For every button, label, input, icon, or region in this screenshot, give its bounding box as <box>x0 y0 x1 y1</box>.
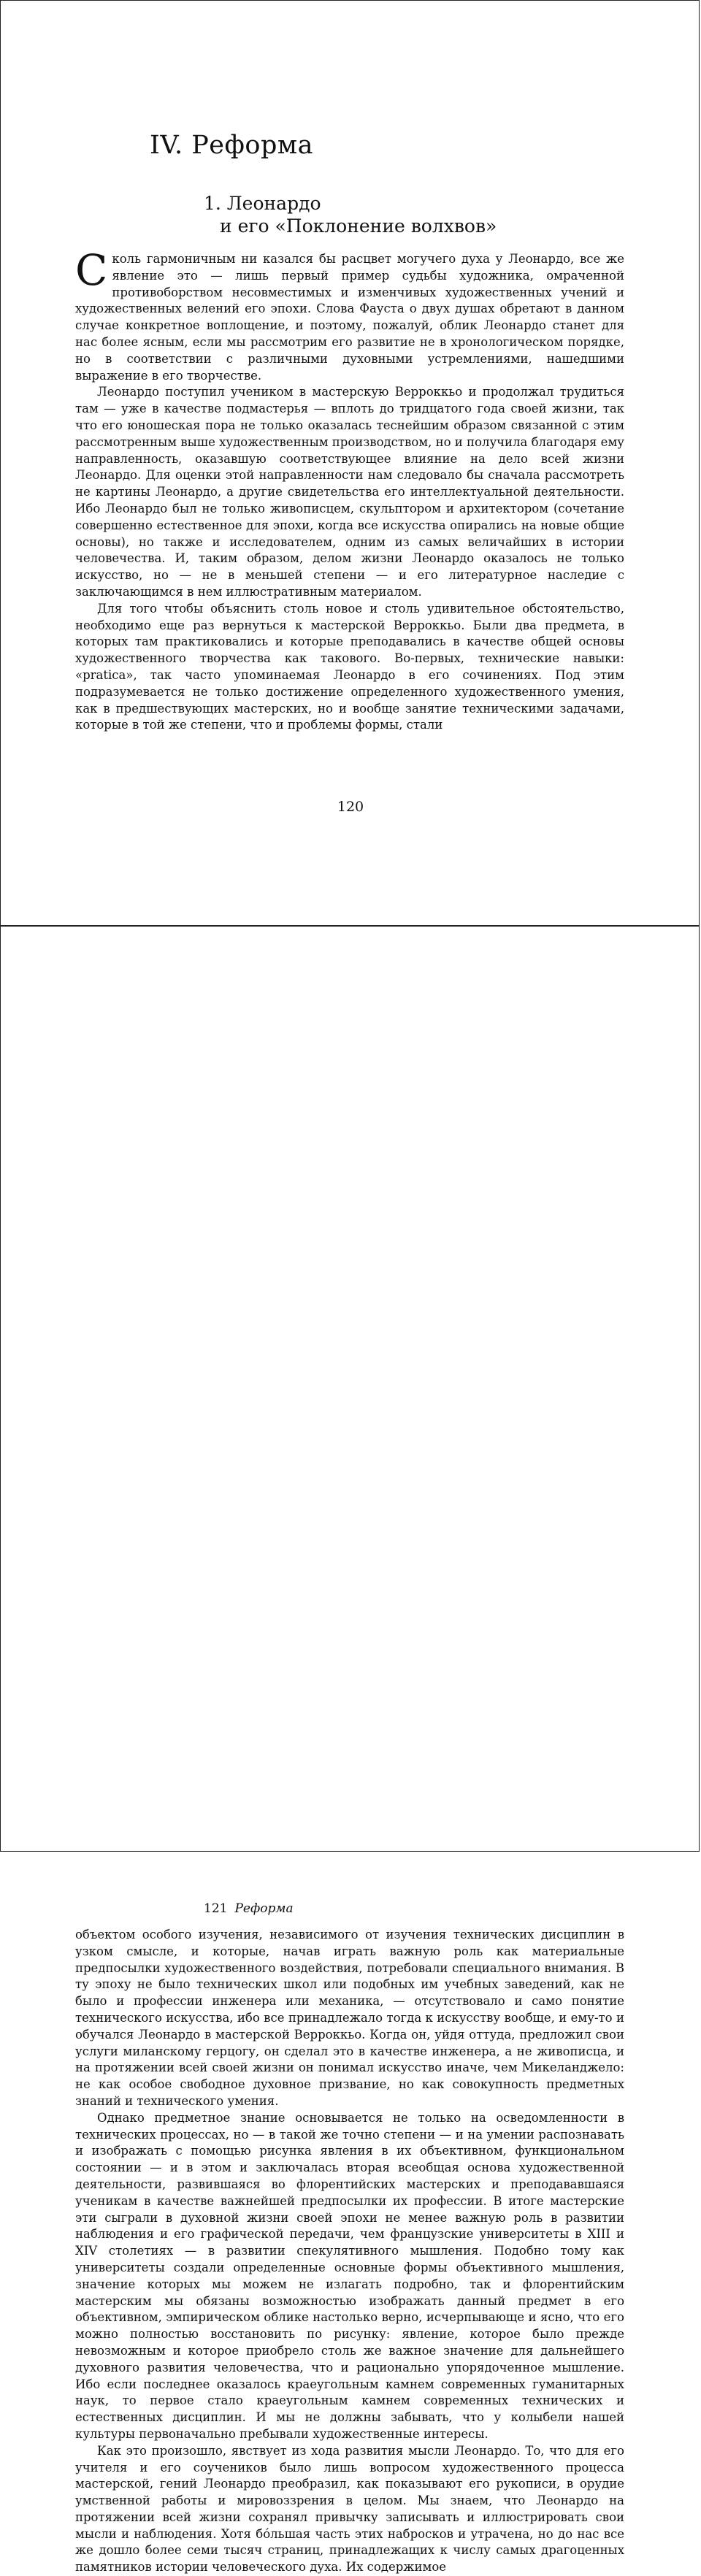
running-head-title: Реформа <box>234 1901 294 1916</box>
page-120 <box>0 0 700 926</box>
page-number: 120 <box>337 799 364 815</box>
paragraph-2: Леонардо поступил учеником в мастерскую Верроккьо и продолжал трудиться там — уже в качестве подмастерья — вплоть до тридцатого года своей жизни, так что его юношеская пора не только оказалась теснейшим образом связанной с этим рассмотренным выше художественным производством, но и получила благодаря ему направленность, оказавшую соответствующее влияние на дело всей жизни Леонардо. Для оценки этой направленности нам следовало бы сначала рассмотреть не картины Леонардо, а другие свидетельства его интеллектуальной деятельности. Ибо Леонардо был не только живописцем, скульптором и архитектором (сочетание совершенно естественное для эпохи, когда все искусства опирались на новые общие основы), но также и исследователем, одним из самых величайших в истории человечества. И, таким образом, делом жизни Леонардо оказалось не только искусство, но — не в меньшей степени — и его литературное наследие с заключающимся в нем иллюстративным материалом. <box>75 385 624 599</box>
running-head <box>204 1901 294 1916</box>
page-121-body <box>75 1927 624 2576</box>
section-title-line2: и его «Поклонение волхвов» <box>220 215 497 237</box>
paragraph-6: Как это произошло, явствует из хода развития мысли Леонардо. То, что для его учителя и его соучеников было лишь вопросом художественного процесса мастерской, гений Леонардо преобразил, как показывают его рукописи, в орудие умственной работы и мировоззрения в целом. Мы знаем, что Леонардо на протяжении всей жизни сохранял привычку записывать и иллюстрировать свои мысли и наблюдения. Хотя бóльшая часть этих набросков и утрачена, но до нас все же дошло более семи тысяч страниц, принадлежащих к числу самых драгоценных памятников истории человеческого духа. Их содержимое <box>75 2443 624 2575</box>
section-title-line1: 1. Леонардо <box>204 193 321 214</box>
page-121 <box>0 926 700 2575</box>
page-120-body <box>75 245 624 734</box>
section-title <box>204 192 497 237</box>
chapter-title: IV. Реформа <box>150 131 313 160</box>
paragraph-4: объектом особого изучения, независимого от изучения технических дисциплин в узком смысле, и которые, начав играть важную роль как материальные предпосылки художественного воздействия, потребовали специального внимания. В ту эпоху не было технических школ или подобных им учебных заведений, как не было и профессии инженера или механика, — отсутствовало и само понятие технического искусства, ибо все принадлежало тогда к искусству вообще, и ему-то и обучался Леонардо в мастерской Верроккьо. Когда он, уйдя оттуда, предложил свои услуги миланскому герцогу, он сделал это в качестве инженера, а не живописца, и на протяжении всей своей жизни он понимал искусство иначе, чем Микеланджело: не как особое свободное духовное призвание, но как совокупность предметных знаний и технического умения. <box>75 1928 624 2108</box>
running-head-number: 121 <box>204 1901 228 1916</box>
drop-cap: С <box>75 245 108 295</box>
paragraph-1-text: коль гармоничным ни казался бы расцвет могучего духа у Леонардо, все же явление это — лишь первый пример судьбы художника, омраченной противоборством несовместимых и изменчивых художественных учений и художественных велений его эпохи. Слова Фауста о двух душах обретают в данном случае конкретное воплощение, и поэтому, пожалуй, облик Леонардо станет для нас более ясным, если мы рассмотрим его развитие не в хронологическом порядке, но в соответствии с различными духовными устремлениями, нашедшими выражение в его творчестве. <box>75 252 624 383</box>
paragraph-3: Для того чтобы объяснить столь новое и столь удивительное обстоятельство, необходимо еще раз вернуться к мастерской Верроккьо. Были два предмета, в которых там практиковались и которые преподавались в качестве общей основы художественного творчества как такового. Во-первых, технические навыки: «pratica», так часто упоминаемая Леонардо в его сочинениях. Под этим подразумевается не только достижение определенного художественного умения, как в предшествующих мастерских, но и вообще занятие техническими задачами, которые в той же степени, что и проблемы формы, стали <box>75 601 624 732</box>
paragraph-1 <box>75 245 624 384</box>
paragraph-5: Однако предметное знание основывается не только на осведомленности в технических процессах, но — в такой же точно степени — и на умении распознавать и изображать с помощью рисунка явления в их объективном, функциональном состоянии — и в этом и заключалась вторая всеобщая основа художественной деятельности, развившаяся во флорентийских мастерских и преподававшаяся ученикам в качестве важнейшей предпосылки их профессии. В итоге мастерские эти сыграли в духовной жизни своей эпохи не менее важную роль в развитии наблюдения и его графической передачи, чем французские университеты в XIII и XIV столетиях — в развитии спекулятивного мышления. Подобно тому как университеты создали определенные основные формы объективного мышления, значение которых мы можем не излагать подробно, так и флорентийским мастерским мы обязаны возможностью изображать данный предмет в его объективном, эмпирическом облике настолько верно, исчерпывающе и ясно, что его можно полностью восстановить по рисунку: явление, которое было прежде невозможным и которое приобрело столь же важное значение для дальнейшего духовного развития человечества, что и рационально упорядоченное мышление. Ибо если последнее оказалось краеугольным камнем современных гуманитарных наук, то первое стало краеугольным камнем современных технических и естественных дисциплин. И мы не должны забывать, что у колыбели нашей культуры первоначально пребывали художественные интересы. <box>75 2110 624 2441</box>
